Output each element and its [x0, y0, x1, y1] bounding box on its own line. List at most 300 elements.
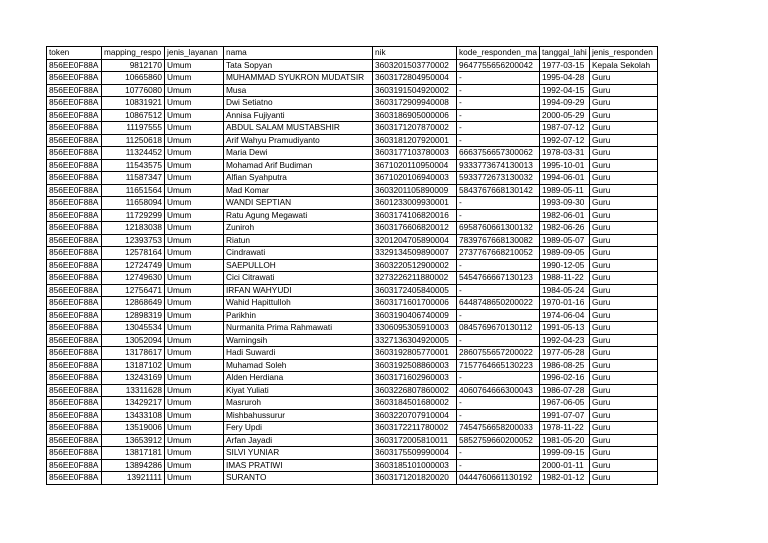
table-cell[interactable]: -	[457, 134, 540, 147]
table-cell[interactable]: Guru	[589, 434, 657, 447]
table-cell[interactable]: 13921111	[102, 472, 165, 485]
table-cell[interactable]: 12578164	[102, 247, 165, 260]
table-cell[interactable]: 7839767668130082	[457, 234, 540, 247]
table-cell[interactable]: 5933772673130032	[457, 172, 540, 185]
table-cell[interactable]: Wahid Hapittulloh	[224, 297, 373, 310]
table-cell[interactable]: Alden Herdiana	[224, 372, 373, 385]
table-cell[interactable]: 856EE0F88A	[47, 472, 102, 485]
table-cell[interactable]: Dwi Setiatno	[224, 97, 373, 110]
table-cell[interactable]: 1986-08-25	[539, 359, 589, 372]
column-header[interactable]: tanggal_lahi	[539, 47, 589, 60]
table-cell[interactable]: 856EE0F88A	[47, 97, 102, 110]
table-cell[interactable]: 7454756658200033	[457, 422, 540, 435]
table-cell[interactable]: Fery Updi	[224, 422, 373, 435]
table-cell[interactable]: Guru	[589, 372, 657, 385]
table-cell[interactable]: -	[457, 334, 540, 347]
table-cell[interactable]: 13519006	[102, 422, 165, 435]
table-cell[interactable]: 1990-12-05	[539, 259, 589, 272]
table-cell[interactable]: Umum	[165, 109, 224, 122]
table-cell[interactable]: Cici Citrawati	[224, 272, 373, 285]
table-cell[interactable]: Masruroh	[224, 397, 373, 410]
table-cell[interactable]: 856EE0F88A	[47, 322, 102, 335]
table-cell[interactable]: 13894286	[102, 459, 165, 472]
table-cell[interactable]: 0444760661130192	[457, 472, 540, 485]
table-cell[interactable]: Umum	[165, 222, 224, 235]
table-cell[interactable]: Umum	[165, 72, 224, 85]
table-row	[47, 72, 658, 85]
table-cell[interactable]: 856EE0F88A	[47, 222, 102, 235]
table-cell[interactable]: 10665860	[102, 72, 165, 85]
table-cell[interactable]: Umum	[165, 309, 224, 322]
table-cell[interactable]: 1989-09-05	[539, 247, 589, 260]
table-cell[interactable]: 3603175509990004	[373, 447, 457, 460]
table-cell[interactable]: 3329134509890007	[373, 247, 457, 260]
table-cell[interactable]: 12756471	[102, 284, 165, 297]
table-cell[interactable]: 3603171602960003	[373, 372, 457, 385]
table-cell[interactable]: 3603176606820012	[373, 222, 457, 235]
table-cell[interactable]: 1992-04-23	[539, 334, 589, 347]
table-cell[interactable]: Umum	[165, 272, 224, 285]
table-cell[interactable]: Umum	[165, 409, 224, 422]
table-cell[interactable]: Kepala Sekolah	[589, 59, 657, 72]
table-cell[interactable]: 1977-05-28	[539, 347, 589, 360]
table-cell[interactable]: Kiyat Yuliati	[224, 384, 373, 397]
table-cell[interactable]: 5454766667130123	[457, 272, 540, 285]
table-cell[interactable]: 856EE0F88A	[47, 234, 102, 247]
table-cell[interactable]: -	[457, 284, 540, 297]
table-cell[interactable]: 856EE0F88A	[47, 347, 102, 360]
table-cell[interactable]: Umum	[165, 334, 224, 347]
table-cell[interactable]: Umum	[165, 234, 224, 247]
table-cell[interactable]: Zuniroh	[224, 222, 373, 235]
table-cell[interactable]: Alfian Syahputra	[224, 172, 373, 185]
table-cell[interactable]: Parikhin	[224, 309, 373, 322]
table-cell[interactable]: 3603220707910004	[373, 409, 457, 422]
table-cell[interactable]: 11324452	[102, 147, 165, 160]
table-cell[interactable]: 1991-05-13	[539, 322, 589, 335]
table-cell[interactable]: 3603226807860002	[373, 384, 457, 397]
table-cell[interactable]: Nurmanita Prima Rahmawati	[224, 322, 373, 335]
table-cell[interactable]: -	[457, 259, 540, 272]
table-cell[interactable]: Mohamad Arif Budiman	[224, 159, 373, 172]
table-cell[interactable]: 3603192805770001	[373, 347, 457, 360]
column-header[interactable]: jenis_layanan	[165, 47, 224, 60]
table-cell[interactable]: Guru	[589, 284, 657, 297]
table-cell[interactable]: Guru	[589, 309, 657, 322]
table-cell[interactable]: Riatun	[224, 234, 373, 247]
table-cell[interactable]: Guru	[589, 84, 657, 97]
table-cell[interactable]: Umum	[165, 447, 224, 460]
table-cell[interactable]: 12393753	[102, 234, 165, 247]
table-cell[interactable]: 3601233009930001	[373, 197, 457, 210]
table-cell[interactable]: -	[457, 397, 540, 410]
table-cell[interactable]: Guru	[589, 147, 657, 160]
column-header[interactable]: token	[47, 47, 102, 60]
table-cell[interactable]: Umum	[165, 122, 224, 135]
table-cell[interactable]: 1982-01-12	[539, 472, 589, 485]
table-cell[interactable]: -	[457, 409, 540, 422]
table-cell[interactable]: Umum	[165, 147, 224, 160]
table-cell[interactable]: Guru	[589, 209, 657, 222]
table-cell[interactable]: 856EE0F88A	[47, 84, 102, 97]
table-cell[interactable]: 3273226211880002	[373, 272, 457, 285]
table-cell[interactable]: Guru	[589, 197, 657, 210]
table-cell[interactable]: 3671020110950004	[373, 159, 457, 172]
table-cell[interactable]: Umum	[165, 297, 224, 310]
table-cell[interactable]: 1978-03-31	[539, 147, 589, 160]
table-cell[interactable]: 9812170	[102, 59, 165, 72]
table-cell[interactable]: 856EE0F88A	[47, 59, 102, 72]
table-cell[interactable]: Guru	[589, 459, 657, 472]
table-cell[interactable]: 856EE0F88A	[47, 309, 102, 322]
table-cell[interactable]: Umum	[165, 247, 224, 260]
table-cell[interactable]: 4060764666300043	[457, 384, 540, 397]
table-cell[interactable]: Guru	[589, 397, 657, 410]
table-row	[47, 409, 658, 422]
table-cell[interactable]: 3603171207870002	[373, 122, 457, 135]
table-cell[interactable]: -	[457, 372, 540, 385]
table-row	[47, 247, 658, 260]
table-cell[interactable]: -	[457, 122, 540, 135]
table-cell[interactable]: 856EE0F88A	[47, 447, 102, 460]
column-header[interactable]: mapping_respo	[102, 47, 165, 60]
table-cell[interactable]: 6663756657300062	[457, 147, 540, 160]
table-cell[interactable]: Umum	[165, 209, 224, 222]
table-cell[interactable]: Muhamad Soleh	[224, 359, 373, 372]
column-header[interactable]: nama	[224, 47, 373, 60]
table-cell[interactable]: Guru	[589, 122, 657, 135]
table-cell[interactable]: 13178617	[102, 347, 165, 360]
table-cell[interactable]: 11250618	[102, 134, 165, 147]
table-cell[interactable]: Umum	[165, 347, 224, 360]
table-cell[interactable]: 11587347	[102, 172, 165, 185]
table-cell[interactable]: Umum	[165, 97, 224, 110]
table-cell[interactable]: Guru	[589, 134, 657, 147]
table-cell[interactable]: 1981-05-20	[539, 434, 589, 447]
table-cell[interactable]: 3603172909940008	[373, 97, 457, 110]
table-row	[47, 397, 658, 410]
table-cell[interactable]: 12868649	[102, 297, 165, 310]
table-row	[47, 322, 658, 335]
table-cell[interactable]: 3306095305910003	[373, 322, 457, 335]
table-cell[interactable]: 1987-07-12	[539, 122, 589, 135]
table-cell[interactable]: 3201204705890004	[373, 234, 457, 247]
spreadsheet	[46, 46, 658, 485]
table-cell[interactable]: 1995-04-28	[539, 72, 589, 85]
table-cell[interactable]: -	[457, 197, 540, 210]
table-cell[interactable]: 3603185101000003	[373, 459, 457, 472]
column-header[interactable]: jenis_responden	[589, 47, 657, 60]
table-cell[interactable]: Guru	[589, 322, 657, 335]
table-cell[interactable]: Umum	[165, 259, 224, 272]
table-cell[interactable]: -	[457, 97, 540, 110]
table-cell[interactable]: Umum	[165, 59, 224, 72]
table-cell[interactable]: 856EE0F88A	[47, 147, 102, 160]
table-cell[interactable]: 1992-07-12	[539, 134, 589, 147]
table-cell[interactable]: 1974-06-04	[539, 309, 589, 322]
table-cell[interactable]: 856EE0F88A	[47, 172, 102, 185]
table-cell[interactable]: 1978-11-22	[539, 422, 589, 435]
table-cell[interactable]: 9333773674130013	[457, 159, 540, 172]
table-cell[interactable]: Guru	[589, 72, 657, 85]
column-header[interactable]: nik	[373, 47, 457, 60]
table-cell[interactable]: -	[457, 109, 540, 122]
table-cell[interactable]: Guru	[589, 159, 657, 172]
table-cell[interactable]: 5843767668130142	[457, 184, 540, 197]
table-cell[interactable]: 856EE0F88A	[47, 72, 102, 85]
table-cell[interactable]: -	[457, 447, 540, 460]
table-cell[interactable]: 856EE0F88A	[47, 134, 102, 147]
table-cell[interactable]: -	[457, 209, 540, 222]
table-cell[interactable]: 13311628	[102, 384, 165, 397]
table-cell[interactable]: 856EE0F88A	[47, 297, 102, 310]
table-cell[interactable]: 11197555	[102, 122, 165, 135]
table-cell[interactable]: -	[457, 459, 540, 472]
table-cell[interactable]: 11658094	[102, 197, 165, 210]
table-cell[interactable]: 1994-09-29	[539, 97, 589, 110]
table-cell[interactable]: Musa	[224, 84, 373, 97]
table-cell[interactable]: Guru	[589, 447, 657, 460]
table-cell[interactable]: 12724749	[102, 259, 165, 272]
table-row	[47, 222, 658, 235]
table-cell[interactable]: Ratu Agung Megawati	[224, 209, 373, 222]
table-cell[interactable]: 856EE0F88A	[47, 247, 102, 260]
table-cell[interactable]: 3603191504920002	[373, 84, 457, 97]
table-cell[interactable]: Umum	[165, 159, 224, 172]
table-row	[47, 122, 658, 135]
table-cell[interactable]: Guru	[589, 234, 657, 247]
table-cell[interactable]: 2860755657200022	[457, 347, 540, 360]
table-row	[47, 422, 658, 435]
table-cell[interactable]: Guru	[589, 422, 657, 435]
table-cell[interactable]: 856EE0F88A	[47, 422, 102, 435]
table-cell[interactable]: 11729299	[102, 209, 165, 222]
table-cell[interactable]: 3671020106940003	[373, 172, 457, 185]
table-cell[interactable]: 856EE0F88A	[47, 434, 102, 447]
table-cell[interactable]: 13243169	[102, 372, 165, 385]
table-cell[interactable]: SURANTO	[224, 472, 373, 485]
table-cell[interactable]: 13187102	[102, 359, 165, 372]
table-cell[interactable]: Warningsih	[224, 334, 373, 347]
table-row	[47, 59, 658, 72]
table-cell[interactable]: 1982-06-26	[539, 222, 589, 235]
table-cell[interactable]: IRFAN WAHYUDI	[224, 284, 373, 297]
table-cell[interactable]: 3603190406740009	[373, 309, 457, 322]
table-cell[interactable]: 1991-07-07	[539, 409, 589, 422]
table-cell[interactable]: Umum	[165, 434, 224, 447]
table-cell[interactable]: Umum	[165, 84, 224, 97]
table-cell[interactable]: Guru	[589, 384, 657, 397]
table-cell[interactable]: 856EE0F88A	[47, 284, 102, 297]
table-row	[47, 472, 658, 485]
table-cell[interactable]: 3603172005810011	[373, 434, 457, 447]
table-cell[interactable]: 2737767668210052	[457, 247, 540, 260]
table-row	[47, 297, 658, 310]
table-cell[interactable]: 10776080	[102, 84, 165, 97]
table-cell[interactable]: 11651564	[102, 184, 165, 197]
table-cell[interactable]: 11543575	[102, 159, 165, 172]
table-cell[interactable]: 856EE0F88A	[47, 334, 102, 347]
table-cell[interactable]: 13653912	[102, 434, 165, 447]
table-cell[interactable]: 856EE0F88A	[47, 159, 102, 172]
table-cell[interactable]: Arfan Jayadi	[224, 434, 373, 447]
table-cell[interactable]: Umum	[165, 372, 224, 385]
table-cell[interactable]: Guru	[589, 172, 657, 185]
table-cell[interactable]: Umum	[165, 197, 224, 210]
table-cell[interactable]: Guru	[589, 184, 657, 197]
table-cell[interactable]: Maria Dewi	[224, 147, 373, 160]
table-row	[47, 372, 658, 385]
table-cell[interactable]: 1989-05-07	[539, 234, 589, 247]
table-cell[interactable]: 13817181	[102, 447, 165, 460]
table-cell[interactable]: Guru	[589, 97, 657, 110]
table-cell[interactable]: Umum	[165, 322, 224, 335]
table-cell[interactable]: Guru	[589, 222, 657, 235]
table-cell[interactable]: 3603174106820016	[373, 209, 457, 222]
table-cell[interactable]: Umum	[165, 459, 224, 472]
table-cell[interactable]: 856EE0F88A	[47, 359, 102, 372]
table-cell[interactable]: 3603172211780002	[373, 422, 457, 435]
table-cell[interactable]: IMAS PRATIWI	[224, 459, 373, 472]
table-cell[interactable]: Guru	[589, 259, 657, 272]
table-cell[interactable]: Umum	[165, 359, 224, 372]
table-cell[interactable]: Tata Sopyan	[224, 59, 373, 72]
table-cell[interactable]: Guru	[589, 409, 657, 422]
table-cell[interactable]: 856EE0F88A	[47, 384, 102, 397]
table-cell[interactable]: 1994-06-01	[539, 172, 589, 185]
table-body	[47, 59, 658, 484]
table-cell[interactable]: 856EE0F88A	[47, 409, 102, 422]
table-cell[interactable]: 856EE0F88A	[47, 122, 102, 135]
table-cell[interactable]: 856EE0F88A	[47, 259, 102, 272]
table-cell[interactable]: 1982-06-01	[539, 209, 589, 222]
table-cell[interactable]: Umum	[165, 184, 224, 197]
table-cell[interactable]: Umum	[165, 284, 224, 297]
table-cell[interactable]: 3603181207920001	[373, 134, 457, 147]
table-cell[interactable]: Guru	[589, 334, 657, 347]
table-cell[interactable]: 0845769670130112	[457, 322, 540, 335]
table-cell[interactable]: 856EE0F88A	[47, 372, 102, 385]
table-cell[interactable]: ABDUL SALAM MUSTABSHIR	[224, 122, 373, 135]
table-cell[interactable]: Umum	[165, 384, 224, 397]
table-cell[interactable]: 13045534	[102, 322, 165, 335]
table-cell[interactable]: 5852759660200052	[457, 434, 540, 447]
table-cell[interactable]: 3603186905000006	[373, 109, 457, 122]
table-cell[interactable]: Annisa Fujiyanti	[224, 109, 373, 122]
table-cell[interactable]: SAEPULLOH	[224, 259, 373, 272]
table-cell[interactable]: 3603201503770002	[373, 59, 457, 72]
table-cell[interactable]: 2000-01-11	[539, 459, 589, 472]
table-cell[interactable]: -	[457, 72, 540, 85]
table-row	[47, 259, 658, 272]
table-cell[interactable]: Guru	[589, 109, 657, 122]
table-cell[interactable]: 3603172405840005	[373, 284, 457, 297]
table-cell[interactable]: 3603172804950004	[373, 72, 457, 85]
table-cell[interactable]: 1984-05-24	[539, 284, 589, 297]
table-cell[interactable]: 9647755656200042	[457, 59, 540, 72]
table-cell[interactable]: 7157764665130223	[457, 359, 540, 372]
table-cell[interactable]: 3603192508860003	[373, 359, 457, 372]
table-cell[interactable]: Umum	[165, 172, 224, 185]
table-row	[47, 172, 658, 185]
table-cell[interactable]: 3603201105890009	[373, 184, 457, 197]
table-cell[interactable]: Mishbahussurur	[224, 409, 373, 422]
table-row	[47, 384, 658, 397]
table-cell[interactable]: 856EE0F88A	[47, 272, 102, 285]
table-cell[interactable]: Guru	[589, 472, 657, 485]
table-cell[interactable]: 6448748650200022	[457, 297, 540, 310]
table-cell[interactable]: 3603184501680002	[373, 397, 457, 410]
table-cell[interactable]: 856EE0F88A	[47, 184, 102, 197]
table-cell[interactable]: Guru	[589, 272, 657, 285]
table-cell[interactable]: Hadi Suwardi	[224, 347, 373, 360]
table-cell[interactable]: -	[457, 84, 540, 97]
table-cell[interactable]: 856EE0F88A	[47, 397, 102, 410]
table-cell[interactable]: 3327136304920005	[373, 334, 457, 347]
table-cell[interactable]: 856EE0F88A	[47, 109, 102, 122]
table-cell[interactable]: 1986-07-28	[539, 384, 589, 397]
table-cell[interactable]: 12749630	[102, 272, 165, 285]
table-cell[interactable]: Umum	[165, 397, 224, 410]
table-cell[interactable]: 3603171601700006	[373, 297, 457, 310]
table-cell[interactable]: 13433108	[102, 409, 165, 422]
table-cell[interactable]: WANDI SEPTIAN	[224, 197, 373, 210]
table-cell[interactable]: Cindrawati	[224, 247, 373, 260]
table-cell[interactable]: Guru	[589, 297, 657, 310]
table-row	[47, 184, 658, 197]
table-cell[interactable]: Guru	[589, 359, 657, 372]
table-cell[interactable]: 1967-06-05	[539, 397, 589, 410]
table-cell[interactable]: 10867512	[102, 109, 165, 122]
table-cell[interactable]: 856EE0F88A	[47, 209, 102, 222]
table-cell[interactable]: 13052094	[102, 334, 165, 347]
table-cell[interactable]: Umum	[165, 422, 224, 435]
table-cell[interactable]: 1992-04-15	[539, 84, 589, 97]
table-cell[interactable]: MUHAMMAD SYUKRON MUDATSIR	[224, 72, 373, 85]
table-cell[interactable]: 1989-05-11	[539, 184, 589, 197]
table-cell[interactable]: Umum	[165, 472, 224, 485]
column-header[interactable]: kode_responden_ma	[457, 47, 540, 60]
table-cell[interactable]: 1993-09-30	[539, 197, 589, 210]
table-cell[interactable]: 12898319	[102, 309, 165, 322]
table-cell[interactable]: SILVI YUNIAR	[224, 447, 373, 460]
table-cell[interactable]: -	[457, 309, 540, 322]
table-row	[47, 447, 658, 460]
table-cell[interactable]: 3603171201820020	[373, 472, 457, 485]
table-cell[interactable]: 1999-09-15	[539, 447, 589, 460]
table-cell[interactable]: 3603220512900002	[373, 259, 457, 272]
table-cell[interactable]: 10831921	[102, 97, 165, 110]
table-cell[interactable]: 1970-01-16	[539, 297, 589, 310]
table-cell[interactable]: Guru	[589, 247, 657, 260]
table-cell[interactable]: Arif Wahyu Pramudiyanto	[224, 134, 373, 147]
table-cell[interactable]: 1977-03-15	[539, 59, 589, 72]
table-cell[interactable]: 1996-02-16	[539, 372, 589, 385]
table-cell[interactable]: 6958760661300132	[457, 222, 540, 235]
table-cell[interactable]: 12183038	[102, 222, 165, 235]
table-cell[interactable]: 13429217	[102, 397, 165, 410]
table-cell[interactable]: 1988-11-22	[539, 272, 589, 285]
table-cell[interactable]: 856EE0F88A	[47, 459, 102, 472]
table-cell[interactable]: 1995-10-01	[539, 159, 589, 172]
table-cell[interactable]: 2000-05-29	[539, 109, 589, 122]
table-cell[interactable]: Mad Komar	[224, 184, 373, 197]
table-row	[47, 134, 658, 147]
table-cell[interactable]: 3603177103780003	[373, 147, 457, 160]
table-cell[interactable]: 856EE0F88A	[47, 197, 102, 210]
table-cell[interactable]: Guru	[589, 347, 657, 360]
table-cell[interactable]: Umum	[165, 134, 224, 147]
